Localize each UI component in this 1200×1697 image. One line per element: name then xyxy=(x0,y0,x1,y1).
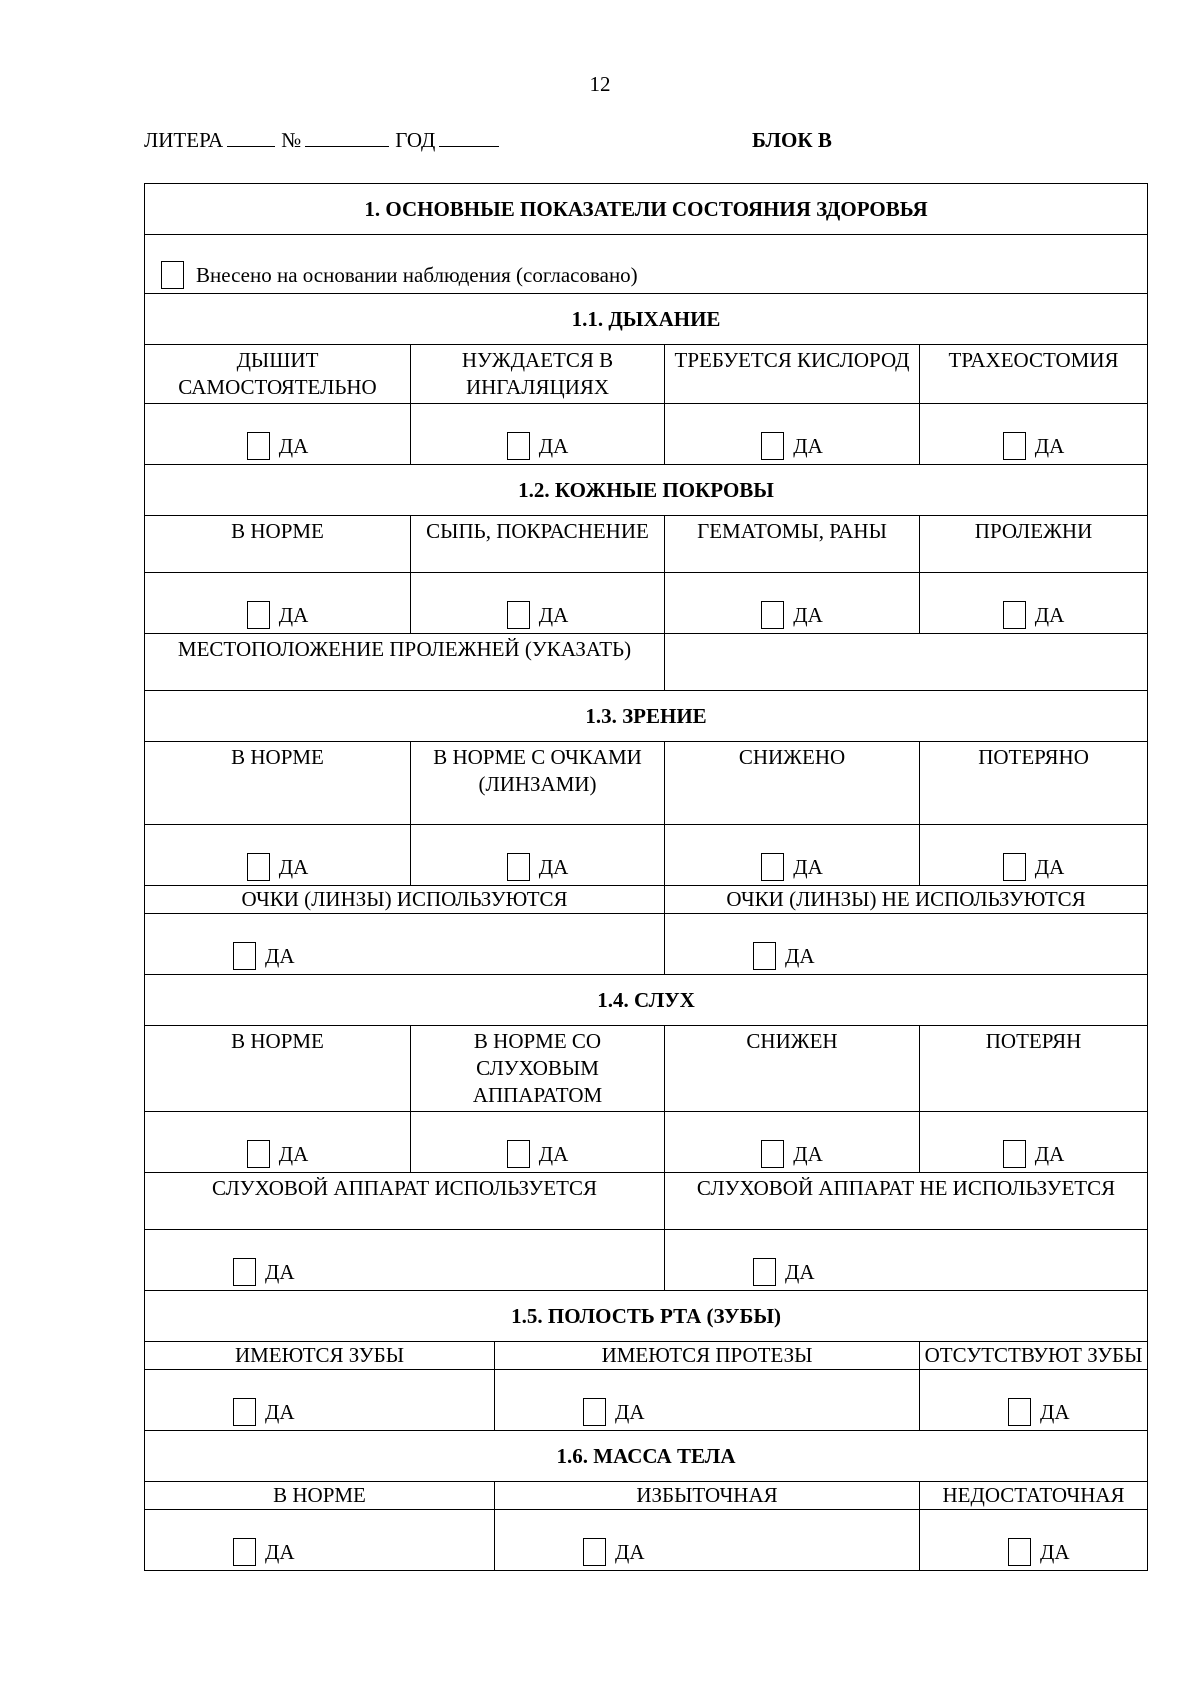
yes-label: ДА xyxy=(265,1540,295,1564)
yes-checkbox[interactable] xyxy=(507,1140,530,1168)
yes-checkbox[interactable] xyxy=(1003,601,1026,629)
checkbox-cell xyxy=(411,404,665,465)
checkbox-cell xyxy=(665,1230,1148,1291)
yes-label: ДА xyxy=(538,855,569,879)
yes-label: ДА xyxy=(538,603,569,627)
weight-option-label: НЕДОСТАТОЧНАЯ xyxy=(920,1482,1148,1510)
page-number: 12 xyxy=(589,72,611,96)
checkbox-cell xyxy=(411,573,665,634)
yes-label: ДА xyxy=(538,434,569,458)
section-vision-title: 1.3. ЗРЕНИЕ xyxy=(145,691,1148,742)
vision-option-label: СНИЖЕНО xyxy=(665,742,920,825)
observation-checkbox[interactable] xyxy=(161,261,184,289)
checkbox-cell xyxy=(145,825,411,886)
yes-checkbox[interactable] xyxy=(1008,1398,1031,1426)
year-label: ГОД xyxy=(395,128,436,152)
yes-label: ДА xyxy=(1034,603,1065,627)
health-form-table xyxy=(144,183,1148,1571)
yes-label: ДА xyxy=(1040,1400,1070,1424)
yes-label: ДА xyxy=(1040,1540,1070,1564)
form-title: 1. ОСНОВНЫЕ ПОКАЗАТЕЛИ СОСТОЯНИЯ ЗДОРОВЬЯ xyxy=(145,184,1148,235)
section-teeth-title: 1.5. ПОЛОСТЬ РТА (ЗУБЫ) xyxy=(145,1291,1148,1342)
yes-checkbox[interactable] xyxy=(507,601,530,629)
checkbox-cell xyxy=(145,1510,495,1571)
checkbox-cell xyxy=(411,1112,665,1173)
checkbox-cell xyxy=(665,404,920,465)
yes-label: ДА xyxy=(538,1142,569,1166)
section-skin-title: 1.2. КОЖНЫЕ ПОКРОВЫ xyxy=(145,465,1148,516)
yes-checkbox[interactable] xyxy=(507,853,530,881)
breathing-option-label: ТРЕБУЕТСЯ КИСЛОРОД xyxy=(665,345,920,404)
yes-checkbox[interactable] xyxy=(761,601,784,629)
hearing-aid-not-used-label: СЛУХОВОЙ АППАРАТ НЕ ИСПОЛЬЗУЕТСЯ xyxy=(665,1173,1148,1230)
breathing-option-label: ДЫШИТ САМОСТОЯТЕЛЬНО xyxy=(145,345,411,404)
year-field[interactable] xyxy=(439,128,499,147)
skin-option-label: ПРОЛЕЖНИ xyxy=(920,516,1148,573)
skin-option-label: В НОРМЕ xyxy=(145,516,411,573)
header-fields xyxy=(144,128,505,153)
hearing-option-label: СНИЖЕН xyxy=(665,1026,920,1112)
skin-option-label: ГЕМАТОМЫ, РАНЫ xyxy=(665,516,920,573)
yes-checkbox[interactable] xyxy=(1008,1538,1031,1566)
observation-note-label: Внесено на основании наблюдения (согласовано) xyxy=(196,263,638,287)
yes-checkbox[interactable] xyxy=(247,601,270,629)
checkbox-cell xyxy=(145,1370,495,1431)
checkbox-cell xyxy=(145,404,411,465)
teeth-option-label: ОТСУТСТВУЮТ ЗУБЫ xyxy=(920,1342,1148,1370)
checkbox-cell xyxy=(920,404,1148,465)
yes-checkbox[interactable] xyxy=(233,1258,256,1286)
checkbox-cell xyxy=(665,573,920,634)
yes-label: ДА xyxy=(1034,434,1065,458)
bedsore-location-label: МЕСТОПОЛОЖЕНИЕ ПРОЛЕЖНЕЙ (УКАЗАТЬ) xyxy=(145,634,665,691)
teeth-option-label: ИМЕЮТСЯ ПРОТЕЗЫ xyxy=(495,1342,920,1370)
yes-checkbox[interactable] xyxy=(761,432,784,460)
teeth-option-label: ИМЕЮТСЯ ЗУБЫ xyxy=(145,1342,495,1370)
breathing-option-label: ТРАХЕОСТОМИЯ xyxy=(920,345,1148,404)
yes-label: ДА xyxy=(615,1400,645,1424)
checkbox-cell xyxy=(920,1112,1148,1173)
yes-label: ДА xyxy=(793,434,823,458)
checkbox-cell xyxy=(145,573,411,634)
checkbox-cell xyxy=(920,1370,1148,1431)
section-weight-title: 1.6. МАССА ТЕЛА xyxy=(145,1431,1148,1482)
hearing-option-label: ПОТЕРЯН xyxy=(920,1026,1148,1112)
yes-checkbox[interactable] xyxy=(761,853,784,881)
checkbox-cell xyxy=(920,573,1148,634)
vision-option-label: ПОТЕРЯНО xyxy=(920,742,1148,825)
checkbox-cell xyxy=(145,1230,665,1291)
yes-label: ДА xyxy=(785,944,815,968)
yes-label: ДА xyxy=(278,434,309,458)
yes-checkbox[interactable] xyxy=(247,1140,270,1168)
checkbox-cell xyxy=(920,825,1148,886)
yes-label: ДА xyxy=(265,944,295,968)
checkbox-cell xyxy=(411,825,665,886)
section-breathing-title: 1.1. ДЫХАНИЕ xyxy=(145,294,1148,345)
yes-checkbox[interactable] xyxy=(753,1258,776,1286)
yes-checkbox[interactable] xyxy=(583,1398,606,1426)
checkbox-cell xyxy=(145,914,665,975)
litera-field[interactable] xyxy=(227,128,275,147)
litera-label: ЛИТЕРА xyxy=(144,128,224,152)
yes-checkbox[interactable] xyxy=(233,1398,256,1426)
glasses-not-used-label: ОЧКИ (ЛИНЗЫ) НЕ ИСПОЛЬЗУЮТСЯ xyxy=(665,886,1148,914)
checkbox-cell xyxy=(920,1510,1148,1571)
yes-label: ДА xyxy=(265,1260,295,1284)
checkbox-cell xyxy=(665,1112,920,1173)
weight-option-label: В НОРМЕ xyxy=(145,1482,495,1510)
number-label: № xyxy=(281,128,302,152)
yes-label: ДА xyxy=(615,1540,645,1564)
yes-checkbox[interactable] xyxy=(233,1538,256,1566)
yes-label: ДА xyxy=(278,603,309,627)
yes-label: ДА xyxy=(265,1400,295,1424)
yes-label: ДА xyxy=(793,855,823,879)
section-hearing-title: 1.4. СЛУХ xyxy=(145,975,1148,1026)
glasses-used-label: ОЧКИ (ЛИНЗЫ) ИСПОЛЬЗУЮТСЯ xyxy=(145,886,665,914)
block-label: БЛОК В xyxy=(752,128,832,152)
yes-label: ДА xyxy=(793,603,823,627)
bedsore-location-field[interactable] xyxy=(665,634,1148,691)
yes-checkbox[interactable] xyxy=(583,1538,606,1566)
yes-label: ДА xyxy=(793,1142,823,1166)
yes-checkbox[interactable] xyxy=(1003,853,1026,881)
vision-option-label: В НОРМЕ xyxy=(145,742,411,825)
breathing-option-label: НУЖДАЕТСЯ В ИНГАЛЯЦИЯХ xyxy=(411,345,665,404)
yes-label: ДА xyxy=(1034,855,1065,879)
checkbox-cell xyxy=(665,825,920,886)
number-field[interactable] xyxy=(305,128,389,147)
yes-checkbox[interactable] xyxy=(1003,432,1026,460)
hearing-option-label: В НОРМЕ СО СЛУХОВЫМ АППАРАТОМ xyxy=(411,1026,665,1112)
yes-label: ДА xyxy=(278,855,309,879)
form-header xyxy=(144,128,1144,158)
checkbox-cell xyxy=(495,1510,920,1571)
hearing-aid-used-label: СЛУХОВОЙ АППАРАТ ИСПОЛЬЗУЕТСЯ xyxy=(145,1173,665,1230)
hearing-option-label: В НОРМЕ xyxy=(145,1026,411,1112)
checkbox-cell xyxy=(145,1112,411,1173)
yes-label: ДА xyxy=(1034,1142,1065,1166)
weight-option-label: ИЗБЫТОЧНАЯ xyxy=(495,1482,920,1510)
vision-option-label: В НОРМЕ С ОЧКАМИ (ЛИНЗАМИ) xyxy=(411,742,665,825)
yes-checkbox[interactable] xyxy=(761,1140,784,1168)
yes-checkbox[interactable] xyxy=(507,432,530,460)
yes-checkbox[interactable] xyxy=(233,942,256,970)
skin-option-label: СЫПЬ, ПОКРАСНЕНИЕ xyxy=(411,516,665,573)
yes-checkbox[interactable] xyxy=(1003,1140,1026,1168)
yes-label: ДА xyxy=(785,1260,815,1284)
checkbox-cell xyxy=(665,914,1148,975)
checkbox-cell xyxy=(495,1370,920,1431)
yes-checkbox[interactable] xyxy=(753,942,776,970)
yes-label: ДА xyxy=(278,1142,309,1166)
yes-checkbox[interactable] xyxy=(247,853,270,881)
yes-checkbox[interactable] xyxy=(247,432,270,460)
observation-note-row xyxy=(145,235,1148,294)
